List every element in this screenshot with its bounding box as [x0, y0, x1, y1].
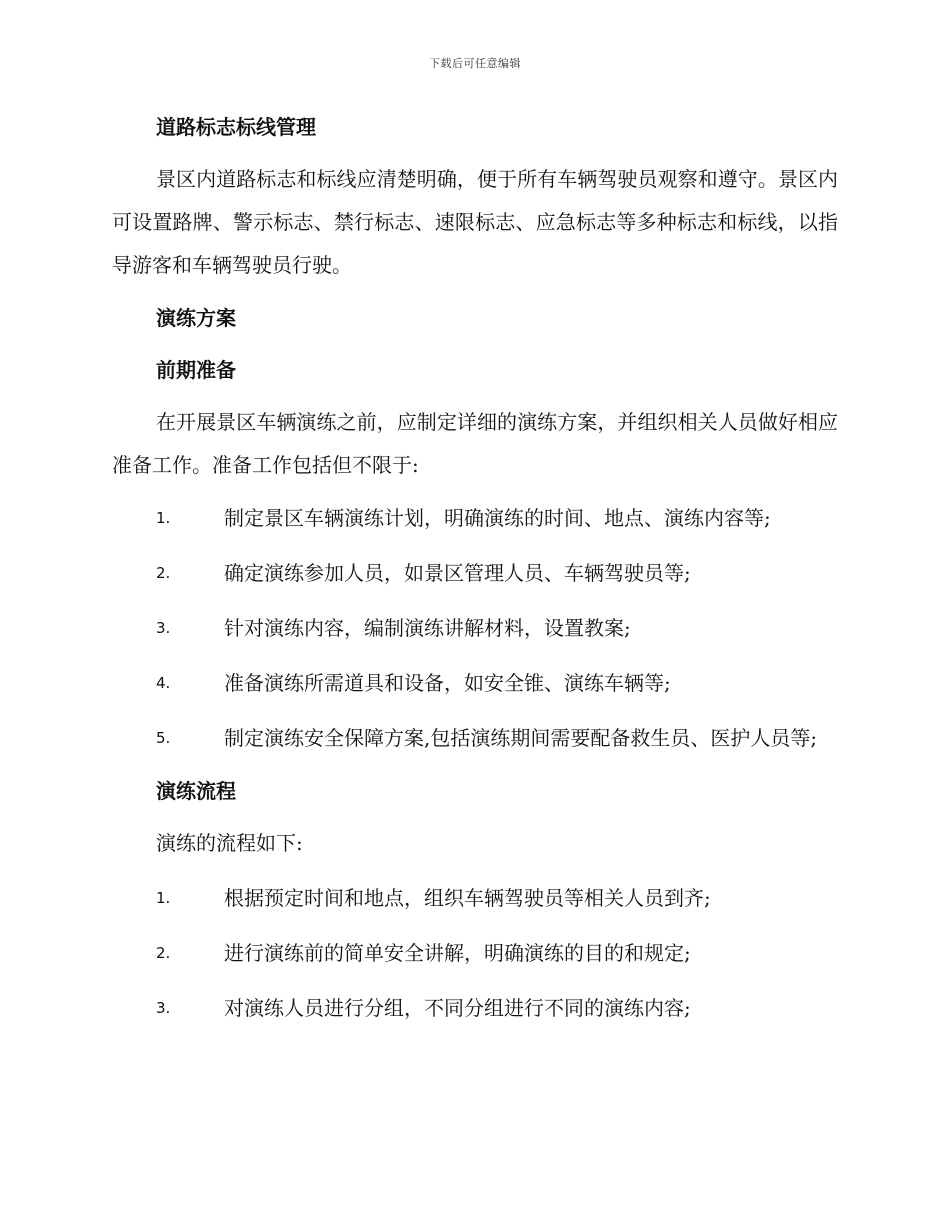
list-item-number: 1.	[156, 509, 171, 527]
list-item-number: 5.	[156, 729, 171, 747]
list-item-number: 2.	[156, 944, 171, 962]
list-item-number: 2.	[156, 564, 171, 582]
list-item-text: 对演练人员进行分组，不同分组进行不同的演练内容;	[224, 996, 691, 1020]
list-item-text: 进行演练前的简单安全讲解，明确演练的目的和规定;	[224, 941, 691, 965]
list-item	[112, 987, 838, 1030]
list-item	[112, 607, 838, 650]
list-item	[112, 932, 838, 975]
list-item-number: 3.	[156, 619, 171, 637]
heading-road-signs: 道路标志标线管理	[156, 115, 316, 139]
list-item-number: 3.	[156, 999, 171, 1017]
list-item	[112, 662, 838, 705]
list-item-text: 制定景区车辆演练计划，明确演练的时间、地点、演练内容等;	[224, 506, 771, 530]
document-body	[112, 106, 838, 1030]
list-item-text: 根据预定时间和地点，组织车辆驾驶员等相关人员到齐;	[224, 886, 711, 910]
list-item-number: 1.	[156, 889, 171, 907]
header-note: 下载后可任意编辑	[429, 57, 521, 70]
list-item-text: 针对演练内容，编制演练讲解材料，设置教案;	[224, 616, 631, 640]
list-item	[112, 552, 838, 595]
list-item-text: 准备演练所需道具和设备，如安全锥、演练车辆等;	[224, 671, 671, 695]
list-item-text: 制定演练安全保障方案,包括演练期间需要配备救生员、医护人员等;	[224, 726, 818, 750]
heading-drill-plan: 演练方案	[156, 306, 236, 330]
list-item-text: 确定演练参加人员，如景区管理人员、车辆驾驶员等;	[224, 561, 691, 585]
heading-preparation: 前期准备	[156, 358, 236, 382]
list-item	[112, 877, 838, 920]
paragraph-process: 演练的流程如下:	[156, 831, 303, 855]
paragraph-road-signs: 景区内道路标志和标线应清楚明确，便于所有车辆驾驶员观察和遵守。景区内可设置路牌、警示标志、禁行标志、速限标志、应急标志等多种标志和标线，以指导游客和车辆驾驶员行驶。	[112, 167, 838, 277]
heading-process: 演练流程	[156, 779, 236, 803]
paragraph-preparation: 在开展景区车辆演练之前，应制定详细的演练方案，并组织相关人员做好相应准备工作。准备工作包括但不限于:	[112, 410, 838, 477]
list-item-number: 4.	[156, 674, 171, 692]
list-item	[112, 717, 838, 760]
list-item	[112, 497, 838, 540]
